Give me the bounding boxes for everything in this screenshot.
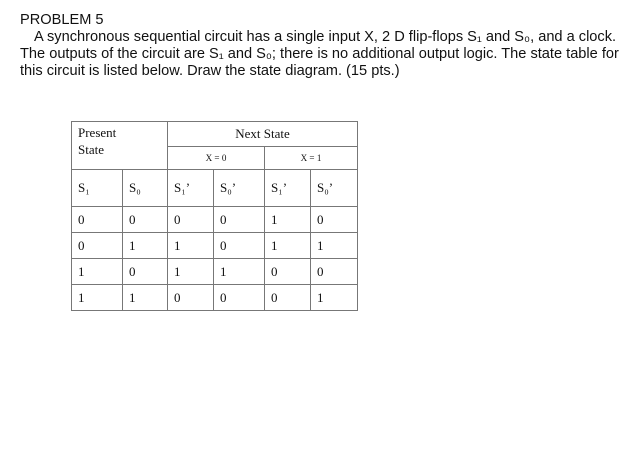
table-cell: 0 [311,207,358,233]
table-row [72,285,358,311]
x0-header: X = 0 [168,147,265,170]
column-header-s1: S₁ [72,170,123,207]
table-cell: 1 [311,285,358,311]
table-cell: 1 [168,233,214,259]
table-cell: 1 [123,285,168,311]
table-cell: 1 [72,285,123,311]
table-row [72,207,358,233]
column-header-s1-next-x1: S₁’ [265,170,311,207]
table-cell: 0 [311,259,358,285]
table-cell: 0 [265,285,311,311]
table-cell: 1 [265,233,311,259]
problem-title: PROBLEM 5 [20,12,104,28]
table-cell: 0 [168,207,214,233]
table-cell: 0 [214,285,265,311]
table-cell: 1 [311,233,358,259]
x1-header: X = 1 [265,147,358,170]
column-header-row [72,170,358,207]
column-header-s0-next-x1: S₀’ [311,170,358,207]
column-header-s0: S₀ [123,170,168,207]
table-cell: 0 [168,285,214,311]
state-table-header-row [72,122,358,147]
next-state-header: Next State [168,122,358,147]
table-cell: 0 [72,233,123,259]
table-cell: 0 [214,233,265,259]
column-header-s1-next-x0: S₁’ [168,170,214,207]
present-state-label-line2: State [78,142,104,157]
present-state-header [72,122,168,170]
table-cell: 1 [168,259,214,285]
state-table [71,121,358,311]
table-row [72,259,358,285]
table-cell: 0 [214,207,265,233]
table-cell: 1 [123,233,168,259]
table-row [72,233,358,259]
problem-text: A synchronous sequential circuit has a single input X, 2 D flip-flops S₁ and S₀, and a clock. The outputs of the circuit are S₁ and S₀; there is no additional output logic. The state table for this circuit is listed below. Draw the state diagram. (15 pts.) [20,29,619,79]
table-cell: 0 [72,207,123,233]
table-cell: 1 [214,259,265,285]
table-cell: 0 [265,259,311,285]
column-header-s0-next-x0: S₀’ [214,170,265,207]
problem-statement [20,12,620,80]
table-cell: 1 [265,207,311,233]
table-cell: 0 [123,259,168,285]
table-cell: 0 [123,207,168,233]
table-cell: 1 [72,259,123,285]
present-state-label-line1: Present [78,125,117,140]
